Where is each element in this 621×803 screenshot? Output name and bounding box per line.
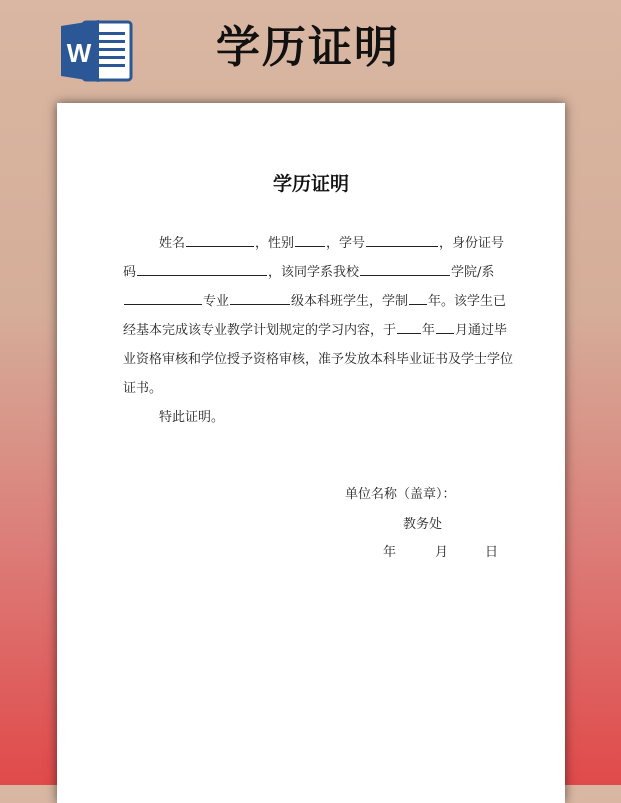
signature-date: [383, 541, 498, 560]
document-body: [123, 229, 514, 432]
label-id-card: ，身份证号: [439, 236, 505, 251]
word-document-icon: [59, 18, 133, 84]
label-duration: 年。该学生已: [428, 294, 507, 309]
blank-duration: [409, 288, 427, 305]
blank-year: [397, 317, 421, 334]
blank-student-id: [366, 230, 438, 247]
label-gender: ，性别: [255, 236, 295, 251]
date-year: 年: [383, 545, 397, 560]
blank-month: [436, 317, 454, 334]
label-student-id: ，学号: [326, 236, 366, 251]
blank-gender: [295, 230, 325, 247]
label-id-card-end: 码: [123, 265, 137, 280]
signature-unit-label: 单位名称（盖章）：: [345, 487, 456, 502]
banner-title: 学历证明: [216, 22, 400, 73]
closing-line: 特此证明。: [159, 410, 225, 425]
label-name: 姓名: [159, 236, 186, 251]
body-line-5: 业资格审核和学位授予资格审核，准予发放本科毕业证书及学士学位: [123, 352, 514, 367]
blank-major: [124, 288, 202, 305]
body-line-4: [123, 316, 508, 345]
label-completed: 经基本完成该专业教学计划规定的学习内容，于: [123, 323, 397, 338]
date-day: 日: [485, 545, 499, 560]
blank-college: [360, 259, 450, 276]
date-month: 月: [435, 545, 449, 560]
signature-office: 教务处: [403, 517, 443, 532]
label-major: 专业: [203, 294, 230, 309]
blank-name: [186, 230, 254, 247]
blank-id-card: [137, 259, 267, 276]
label-year: 年: [422, 323, 436, 338]
document-title: 学历证明: [272, 173, 349, 195]
body-line-2: [123, 258, 501, 287]
label-month: 月通过毕: [455, 323, 508, 338]
body-line-3: [123, 287, 507, 316]
body-line-1: [123, 229, 505, 258]
document-page: [57, 103, 565, 803]
word-icon-letter: W: [66, 38, 92, 68]
label-grade: 级本科班学生，学制: [291, 294, 409, 309]
blank-grade: [230, 288, 290, 305]
label-school: ，该同学系我校: [268, 265, 360, 280]
body-line-6: 证书。: [123, 381, 163, 396]
label-college: 学院/系: [451, 265, 495, 280]
